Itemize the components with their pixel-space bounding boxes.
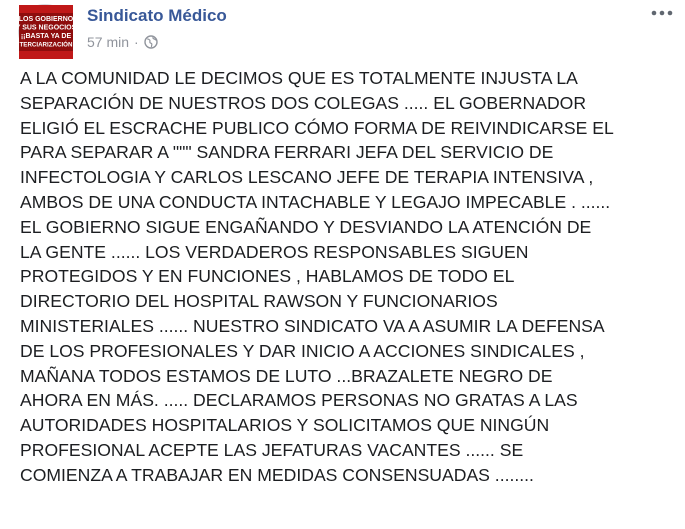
avatar-logo-image [15,5,77,59]
avatar-line-4: TERCIARIZACIÓN [19,41,73,49]
page-name-link[interactable]: Sindicato Médico [87,6,227,25]
avatar-line-1: LOS GOBIERNO [18,16,74,23]
meta-separator: · [134,34,139,50]
more-options-icon[interactable] [651,4,673,22]
post-header [15,4,685,58]
avatar-line-3: ¡¡BASTA YA DE [20,33,72,40]
post-body-text: A LA COMUNIDAD LE DECIMOS QUE ES TOTALMENTE INJUSTA LA SEPARACIÓN DE NUESTROS DOS COLEGAS ..... EL GOBERNADOR ELIGIÓ EL ESCRACHE PUBLICO CÓMO FORMA DE REIVINDICARSE EL PARA SEPARAR A """ SANDRA FERRARI JEFA DEL SERVICIO DE INFECTOLOGIA Y CARLOS LESCANO JEFE DE TERAPIA INTENSIVA , AMBOS DE UNA CONDUCTA INTACHABLE Y LEGAJO IMPECABLE . ...... EL GOBIERNO SIGUE ENGAÑANDO Y DESVIANDO LA ATENCIÓN DE LA GENTE ...... LOS VERDADEROS RESPONSABLES SIGUEN PROTEGIDOS Y EN FUNCIONES , HABLAMOS DE TODO EL DIRECTORIO DEL HOSPITAL RAWSON Y FUNCIONARIOS MINISTERIALES ...... NUESTRO SINDICATO VA A ASUMIR LA DEFENSA DE LOS PROFESIONALES Y DAR INICIO A ACCIONES SINDICALES , MAÑANA TODOS ESTAMOS DE LUTO ...BRAZALETE NEGRO DE AHORA EN MÁS. ..... DECLARAMOS PERSONAS NO GRATAS A LAS AUTORIDADES HOSPITALARIOS Y SOLICITAMOS QUE NINGÚN PROFESIONAL ACEPTE LAS JEFATURAS VACANTES ...... SE COMIENZA A TRABAJAR EN MEDIDAS CONSENSUADAS ........ [20,68,614,485]
globe-icon[interactable] [144,35,158,49]
avatar-line-2: Y SUS NEGOCIOS [15,24,77,32]
page-avatar[interactable] [15,4,77,58]
post-timestamp[interactable]: 57 min [87,34,130,50]
post-meta [87,34,158,50]
